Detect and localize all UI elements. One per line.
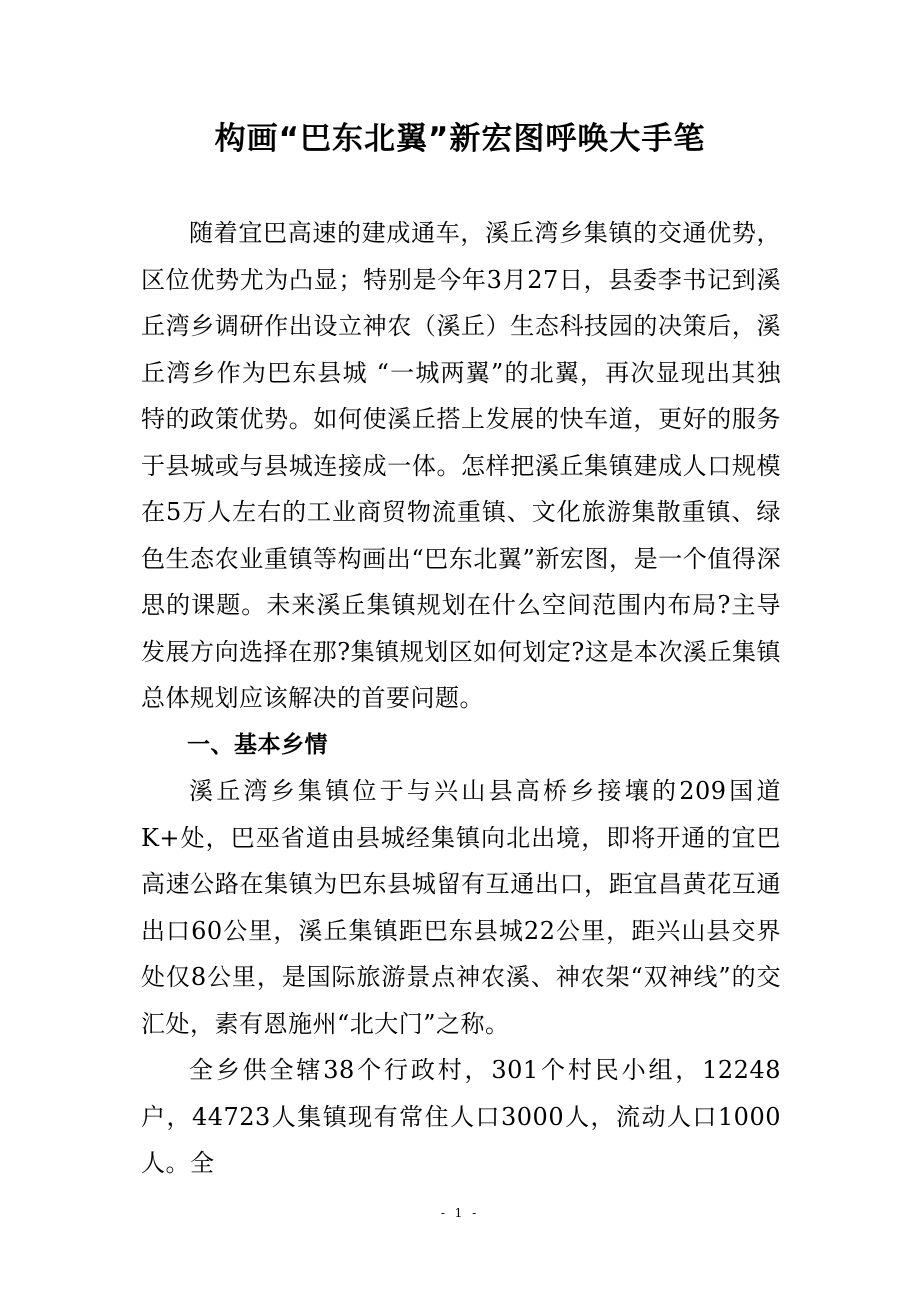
- document-body: [141, 210, 781, 1187]
- location-paragraph: 溪丘湾乡集镇位于与兴山县高桥乡接壤的209国道K+处，巴巫省道由县城经集镇向北出境，即将开通的宜巴高速公路在集镇为巴东县城留有互通出口，距宜昌黄花互通出口60公里，溪丘集镇距巴东县城22公里，距兴山县交界处仅8公里，是国际旅游景点神农溪、神农架“双神线”的交汇处，素有恩施州“北大门”之称。: [141, 777, 781, 1038]
- document-title: 构画“巴东北翼”新宏图呼唤大手笔: [214, 121, 706, 157]
- page-number: - 1 -: [440, 1206, 480, 1220]
- section-heading: 一、基本乡情: [187, 731, 328, 758]
- intro-paragraph: 随着宜巴高速的建成通车，溪丘湾乡集镇的交通优势，区位优势尤为凸显；特别是今年3月27日，县委李书记到溪丘湾乡调研作出设立神农（溪丘）生态科技园的决策后，溪丘湾乡作为巴东县城 “一城两翼”的北翼，再次显现出其独特的政策优势。如何使溪丘搭上发展的快车道，更好的服务于县城或与县城连接成一体。怎样把溪丘集镇建成人口规模在5万人左右的工业商贸物流重镇、文化旅游集散重镇、绿色生态农业重镇等构画出“巴东北翼”新宏图，是一个值得深思的课题。未来溪丘集镇规划在什么空间范围内布局?主导发展方向选择在那?集镇规划区如何划定?这是本次溪丘集镇总体规划应该解决的首要问题。: [141, 219, 781, 712]
- population-paragraph: 全乡供全辖38个行政村，301个村民小组，12248户，44723人集镇现有常住人口3000人，流动人口1000人。全: [141, 1056, 781, 1177]
